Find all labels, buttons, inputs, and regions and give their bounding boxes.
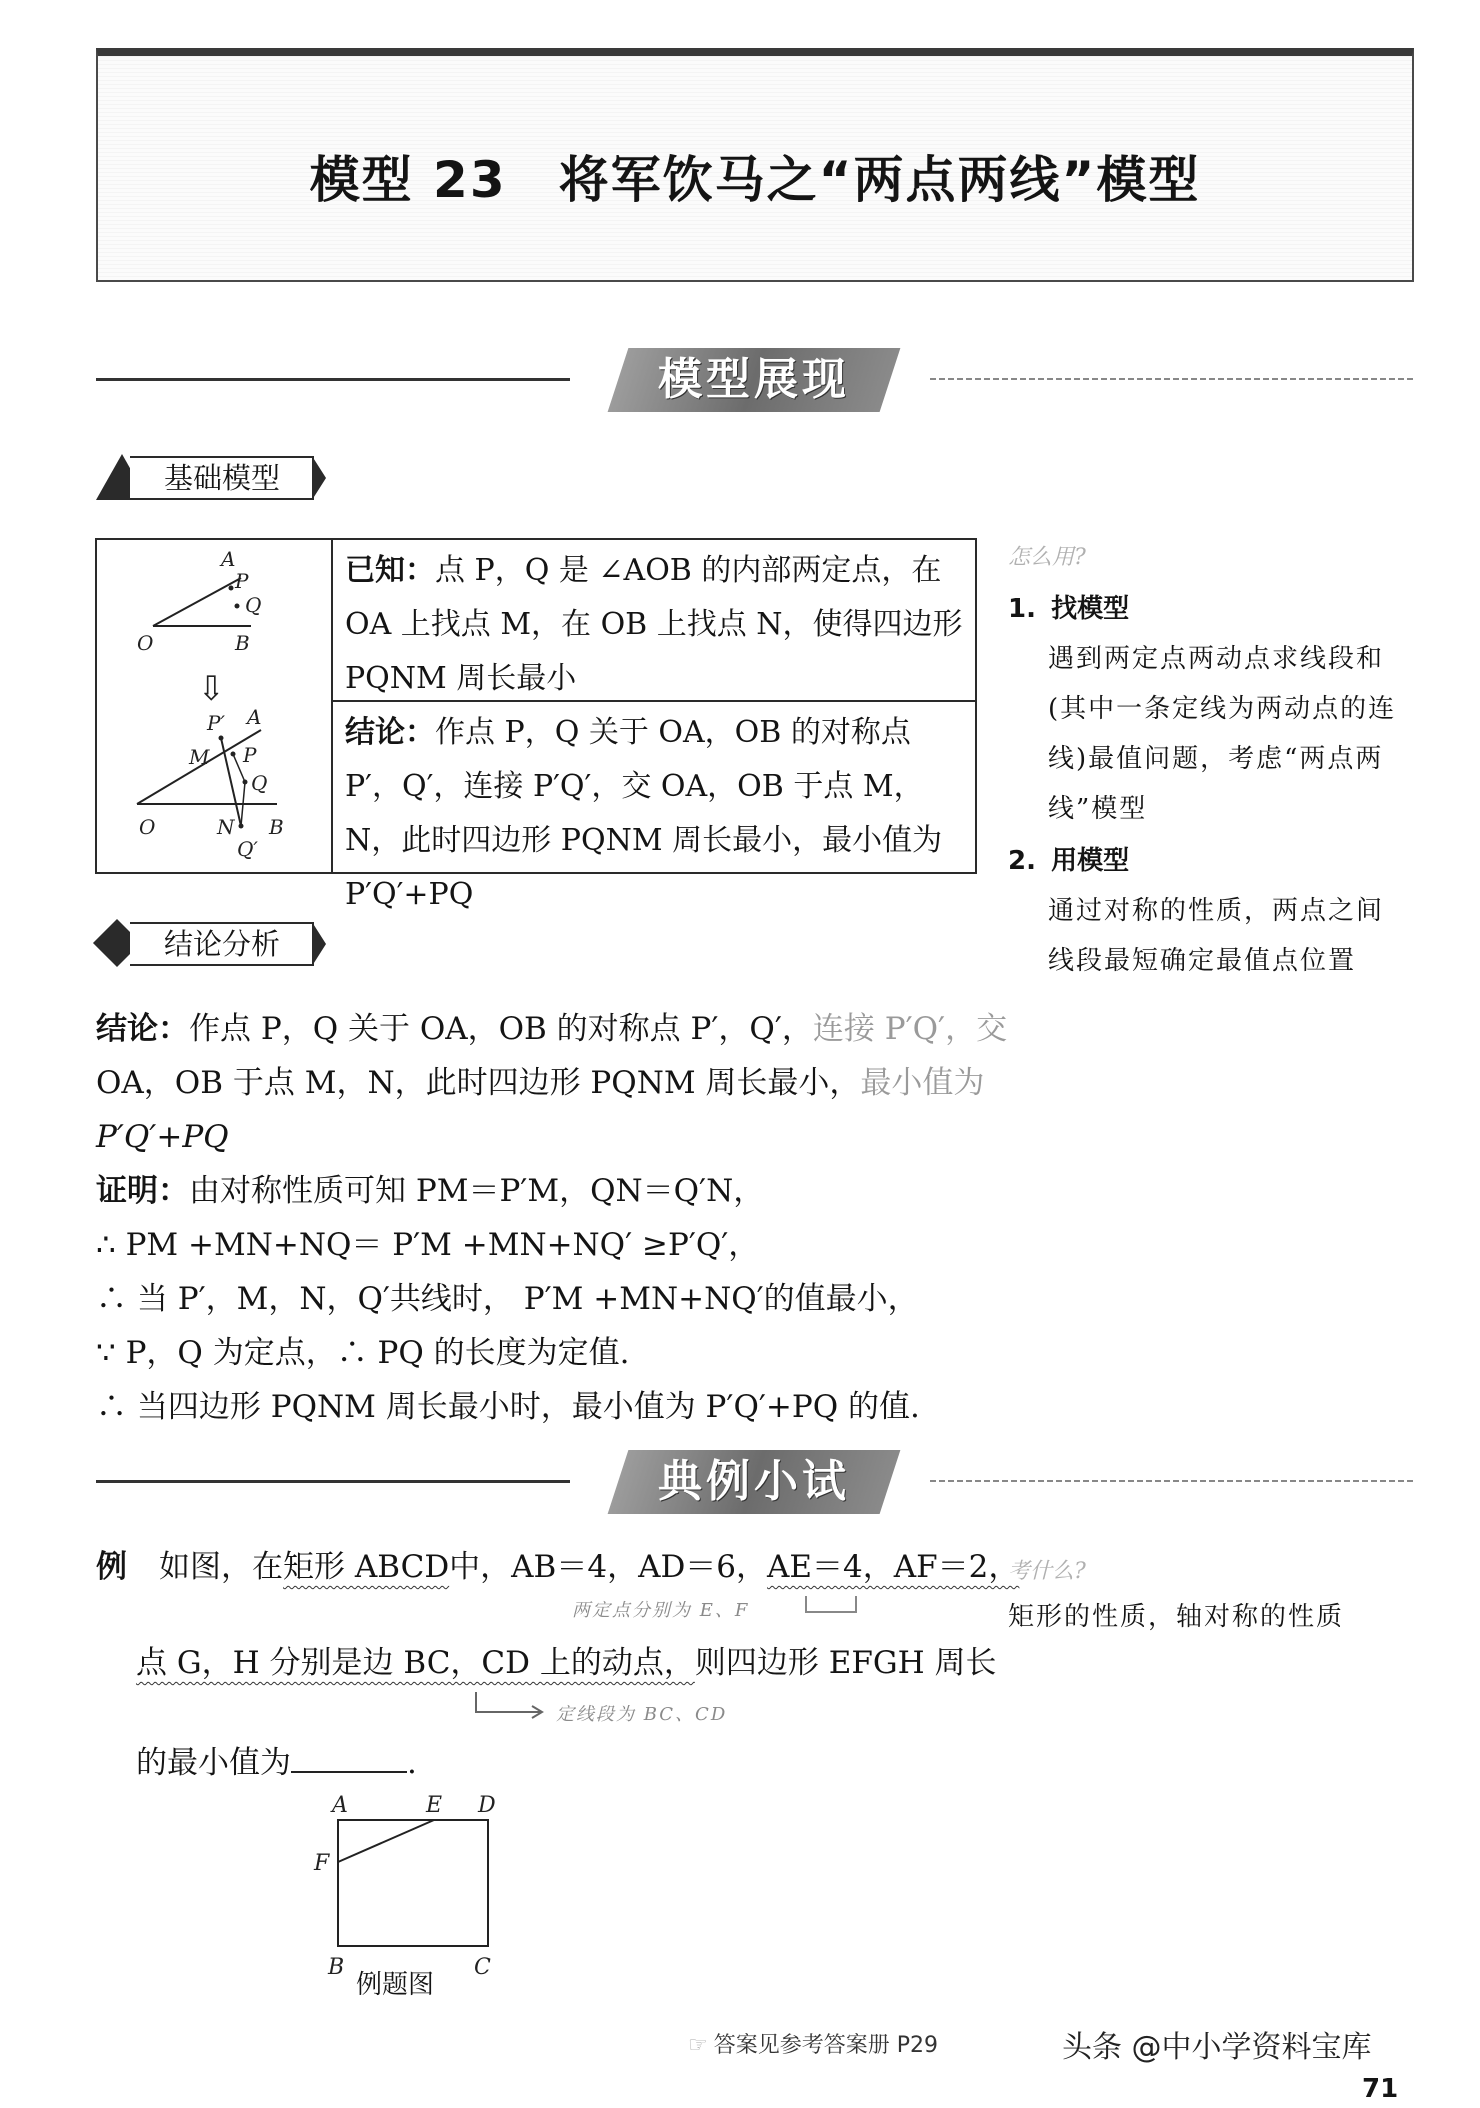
section-banner-model-show: 模型展现 <box>608 348 901 412</box>
answer-ref-text: 答案见参考答案册 P29 <box>713 2033 938 2058</box>
example-line-3 <box>136 1736 417 1790</box>
side-item-2-num: 2. <box>1008 846 1036 876</box>
page-title: 模型 23 将军饮马之“两点两线”模型 <box>309 151 1201 209</box>
conclusion-label: 结论： <box>345 715 435 750</box>
down-arrow-icon: ⇩ <box>197 669 226 709</box>
model-figure-cell <box>97 540 333 872</box>
side-what-text: 矩形的性质，轴对称的性质 <box>1008 1602 1345 1632</box>
example-1b: 矩形 ABCD <box>283 1549 450 1585</box>
section-rule-left <box>96 378 570 381</box>
label-b2: B <box>269 815 284 839</box>
example-1c: 中，AB＝4，AD＝6， <box>449 1549 768 1585</box>
side-item-2-text: 通过对称的性质，两点之间线段最短确定最值点位置 <box>1048 896 1385 976</box>
analysis-concl-b: 连接 P′Q′，交 <box>812 1011 1008 1047</box>
known-label: 已知： <box>345 553 435 588</box>
analysis-concl-d: 最小值为 <box>860 1065 985 1101</box>
label-b: B <box>235 631 250 655</box>
label-rect-a: A <box>332 1793 348 1818</box>
tag-label-analysis: 结论分析 <box>130 922 314 966</box>
label-a2: A <box>247 705 262 729</box>
example-1a: 如图，在 <box>159 1549 283 1585</box>
conclusion-text: 作点 P，Q 关于 OA，OB 的对称点 P′，Q′，连接 P′Q′，交 OA，OB 于点 M，N，此时四边形 PQNM 周长最小，最小值为P′Q′+PQ <box>345 715 943 912</box>
example-3: 的最小值为 <box>136 1745 291 1781</box>
example-3-end: . <box>407 1745 417 1781</box>
proof-2: ∴ PM +MN+NQ＝ P′M +MN+NQ′ ≥P′Q′， <box>96 1227 760 1263</box>
label-q-prime: Q′ <box>237 837 258 861</box>
side-item-1-text: 遇到两定点两动点求线段和(其中一条定线为两动点的连线)最值问题，考虑“两点两线”模型 <box>1048 644 1397 824</box>
proof-label: 证明： <box>96 1173 189 1209</box>
example-1d: AE＝4，AF＝2， <box>767 1549 1020 1585</box>
tag-basic-model <box>96 454 356 500</box>
answer-reference <box>688 2028 938 2059</box>
example-2a: 点 G，H 分别是边 BC，CD 上的动点， <box>136 1645 695 1681</box>
analysis-concl-label: 结论： <box>96 1011 189 1047</box>
section-rule-right-2 <box>930 1480 1416 1482</box>
label-p-prime: P′ <box>207 711 225 735</box>
label-p: P <box>235 569 249 593</box>
side-item-1-title: 找模型 <box>1051 594 1130 624</box>
section-rule-left-2 <box>96 1480 570 1483</box>
figure-before <box>137 547 261 655</box>
label-rect-c: C <box>474 1955 491 1980</box>
tag-label: 基础模型 <box>130 456 314 500</box>
example-note-1: 两定点分别为 E、F <box>572 1600 750 1621</box>
label-rect-b: B <box>328 1955 345 1980</box>
watermark: 头条 @中小学资料宝库 <box>1062 2030 1372 2065</box>
section-banner-example: 典例小试 <box>608 1450 901 1514</box>
tag-analysis <box>96 920 336 966</box>
analysis-line-1 <box>96 1002 1007 1056</box>
note-1-bracket <box>556 1590 876 1620</box>
analysis-concl-a: 作点 P，Q 关于 OA，OB 的对称点 P′，Q′， <box>189 1011 813 1047</box>
side-item-2-heading <box>1008 840 1129 877</box>
known-cell <box>333 540 975 702</box>
label-o: O <box>137 631 154 655</box>
example-2b: 则四边形 EFGH 周长 <box>694 1645 997 1681</box>
label-rect-d: D <box>478 1793 496 1818</box>
analysis-line-2 <box>96 1056 984 1110</box>
analysis-concl-e: P′Q′+PQ <box>96 1119 229 1155</box>
proof-5: ∴ 当四边形 PQNM 周长最小时，最小值为 P′Q′+PQ 的值. <box>96 1389 920 1425</box>
label-n: N <box>217 815 235 839</box>
proof-4: ∵ P，Q 为定点，∴ PQ 的长度为定值. <box>96 1335 630 1371</box>
label-q: Q <box>245 593 262 617</box>
side-item-2-title: 用模型 <box>1051 846 1130 876</box>
label-rect-e: E <box>426 1793 443 1818</box>
pointer-icon: ☞ <box>688 2033 708 2058</box>
label-rect-f: F <box>314 1851 330 1876</box>
example-note-2: 定线段为 BC、CD <box>556 1704 728 1725</box>
analysis-concl-c: OA，OB 于点 M，N，此时四边形 PQNM 周长最小， <box>96 1065 861 1101</box>
label-m: M <box>189 745 210 769</box>
note-2-arrow <box>470 1690 550 1730</box>
example-line-2 <box>136 1636 997 1690</box>
figure-after <box>137 705 284 861</box>
conclusion-text-block <box>333 702 975 922</box>
example-line-1 <box>96 1540 1019 1594</box>
proof-1: 由对称性质可知 PM＝P′M，QN＝Q′N， <box>189 1173 765 1209</box>
known-text-block <box>333 540 975 706</box>
section-rule-right <box>930 378 1416 380</box>
side-how-head: 怎么用? <box>1008 545 1086 570</box>
label-p2: P <box>243 743 257 767</box>
figure-caption: 例题图 <box>356 1970 435 2000</box>
label-o2: O <box>139 815 156 839</box>
angle-model-figure <box>97 540 331 872</box>
page-number: 71 <box>1362 2074 1399 2104</box>
example-label: 例 <box>96 1549 127 1585</box>
proof-line-1 <box>96 1164 764 1218</box>
side-item-1-num: 1. <box>1008 594 1036 624</box>
label-a: A <box>221 547 236 571</box>
model-table <box>95 538 977 912</box>
answer-blank[interactable] <box>291 1741 407 1773</box>
conclusion-cell <box>333 702 975 912</box>
proof-3: ∴ 当 P′，M，N，Q′共线时， P′M +MN+NQ′的值最小， <box>96 1281 919 1317</box>
known-text: 点 P，Q 是 ∠AOB 的内部两定点，在 OA 上找点 M，在 OB 上找点 N，使得四边形 PQNM 周长最小 <box>345 553 963 696</box>
side-item-1-heading <box>1008 588 1129 625</box>
label-q2: Q <box>251 771 268 795</box>
rectangle-figure <box>310 1790 510 1990</box>
side-what-head: 考什么? <box>1008 1559 1086 1584</box>
